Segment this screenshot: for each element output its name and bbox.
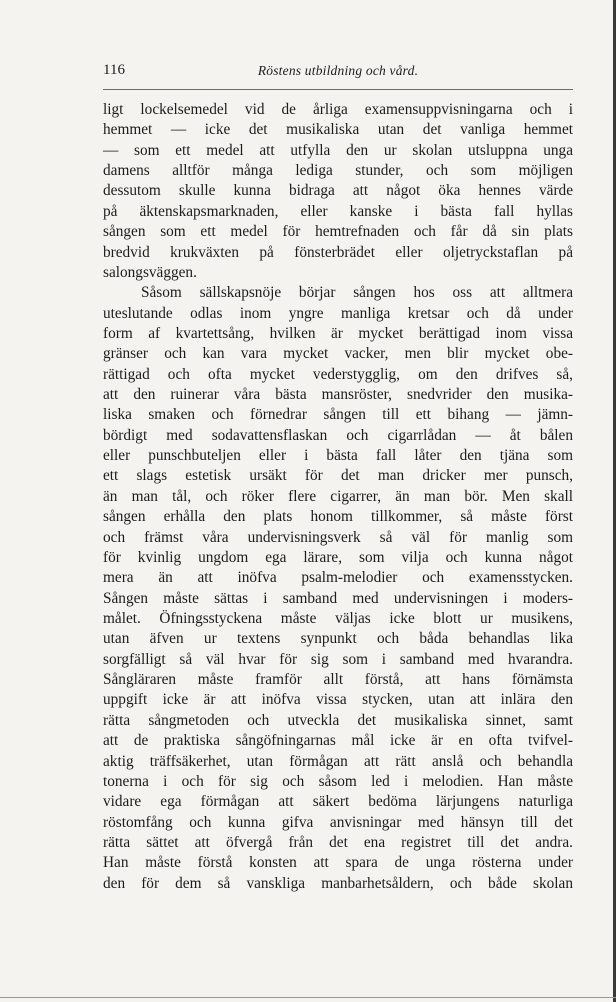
text-line: än man tål, och röker flere cigarrer, än man bör. Men skall <box>103 487 573 505</box>
text-line: bredvid krukväxten på fönsterbrädet eller oljetryckstaflan på <box>103 243 573 261</box>
text-line: salongsväggen. <box>103 263 197 281</box>
text-line: för kvinlig ungdom ega lärare, som vilja och kunna något <box>103 548 573 566</box>
text-line: rätta sångmetoden och utveckla det musikaliska sinnet, samt <box>103 711 573 729</box>
text-line: att den ruinerar våra bästa mansröster, snedvrider den musika- <box>103 386 573 404</box>
text-line: sorgfälligt så väl hvar för sig som i samband med hvarandra. <box>103 650 573 668</box>
text-line: bördigt med sodavattensflaskan och cigarrlådan — åt bålen <box>103 426 573 444</box>
header-rule <box>103 89 573 90</box>
text-line: röstomfång och kunna gifva anvisningar med hänsyn till det <box>103 813 573 831</box>
text-line: rättigad och ofta mycket vederstygglig, om den drifves så, <box>103 365 573 383</box>
text-line: rätta sättet att öfvergå från det ena registret till det andra. <box>103 833 573 851</box>
page-bottom-edge <box>0 997 616 998</box>
text-line: gränser och kan vara mycket vacker, men blir mycket obe- <box>103 345 573 363</box>
page-header <box>103 62 573 84</box>
text-line: uppgift icke är att inöfva vissa stycken, utan att inlära den <box>103 691 573 709</box>
text-line: ligt lockelsemedel vid de årliga examensuppvisningarna och i <box>103 101 573 118</box>
page-number: 116 <box>103 62 125 78</box>
text-line: Han måste förstå konsten att spara de unga rösterna under <box>103 854 573 872</box>
text-line: aktig träffsäkerhet, utan förmågan att rätt anslå och behandla <box>103 752 573 770</box>
text-line: mera än att inöfva psalm-melodier och examensstycken. <box>103 569 573 587</box>
text-line: — som ett medel att utfylla den ur skolan utsluppna unga <box>103 141 573 159</box>
text-line: utan äfven ur textens synpunkt och båda behandlas lika <box>103 630 573 648</box>
text-line: vidare ega förmågan att säkert bedöma lärjungens naturliga <box>103 793 573 811</box>
paragraph-start-line: Såsom sällskapsnöje börjar sången hos oss att alltmera <box>141 284 573 302</box>
text-line: på äktenskapsmarknaden, eller kanske i bästa fall hyllas <box>103 202 573 220</box>
text-line: tonerna i och för sig och såsom led i melodien. Han måste <box>103 772 573 790</box>
body-text <box>103 100 573 894</box>
text-line: eller punschbuteljen eller i bästa fall låter den tjäna som <box>103 447 573 465</box>
text-line: ett slags estetisk ursäkt för det man dricker mer punsch, <box>103 467 573 485</box>
text-line: målet. Öfningsstyckena måste väljas icke blott ur musikens, <box>103 609 573 627</box>
text-line: hemmet — icke det musikaliska utan det vanliga hemmet <box>103 121 573 139</box>
text-line: uteslutande odlas inom yngre manliga kretsar och då under <box>103 304 573 322</box>
running-title: Röstens utbildning och vård. <box>257 63 419 78</box>
text-line: och främst våra undervisningsverk så väl för manlig som <box>103 528 573 546</box>
text-line: att de praktiska sångöfningarnas mål icke är en ofta tvifvel- <box>103 732 573 750</box>
text-line: dessutom skulle kunna bidraga att något öka hennes värde <box>103 182 573 200</box>
text-line: den för dem så vanskliga manbarhetsåldern, och både skolan <box>103 874 573 892</box>
text-line: sången som ett medel för hemtrefnaden och får då sin plats <box>103 223 573 241</box>
text-line: Sången måste sättas i samband med undervisningen i moders- <box>103 589 573 607</box>
text-line: form af kvartettsång, hvilken är mycket berättigad inom vissa <box>103 324 573 342</box>
text-line: sången erhålla den plats honom tillkommer, så måste först <box>103 508 573 526</box>
text-line: damens alltför många lediga stunder, och som möjligen <box>103 162 573 180</box>
text-line: liska smaken och förnedrar sången till ett bihang — jämn- <box>103 406 573 424</box>
text-line: Sångläraren måste framför allt förstå, att hans förnämsta <box>103 671 573 689</box>
